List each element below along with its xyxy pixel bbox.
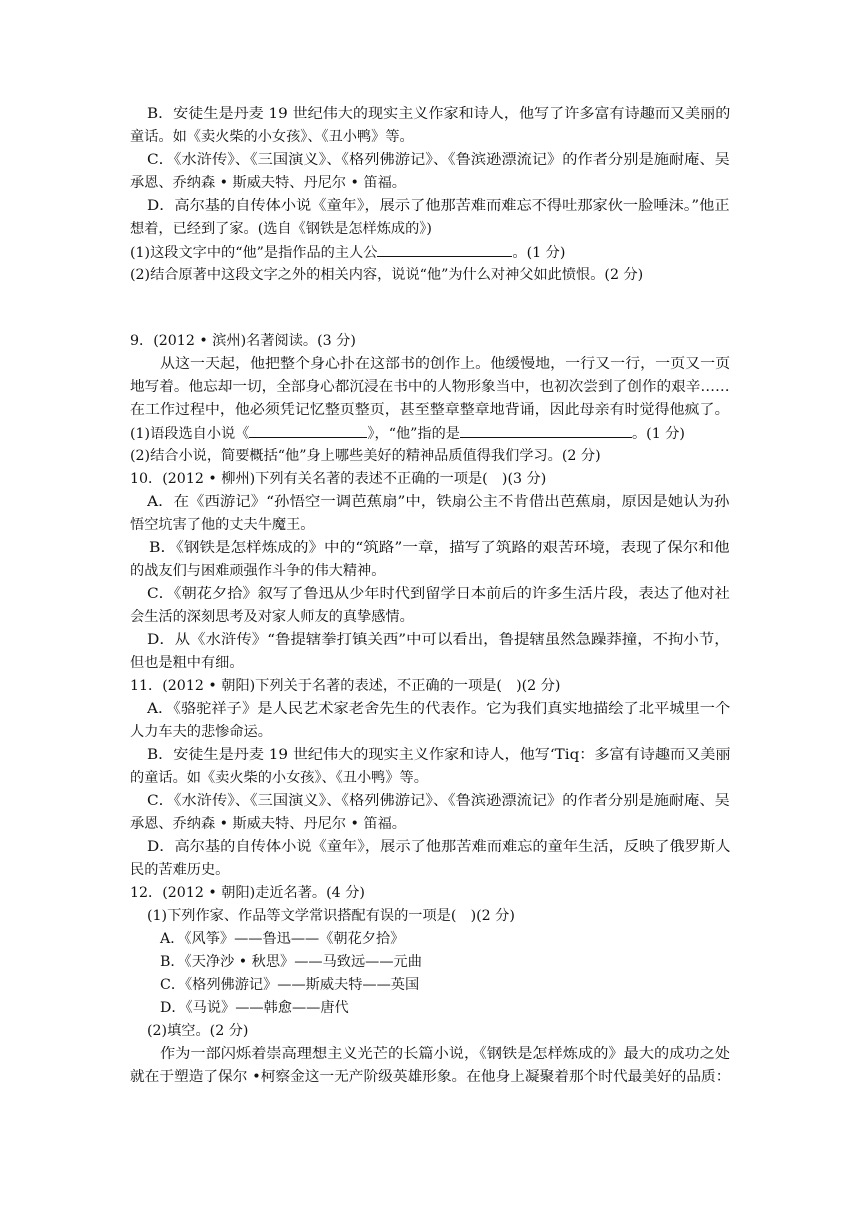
option-line: D．《马说》——韩愈——唐代 bbox=[160, 1000, 349, 1016]
option-line: D．高尔基的自传体小说《童年》，展示了他那苦难而难忘的童年生活，反映了俄罗斯人 bbox=[147, 839, 731, 855]
answer-blank[interactable] bbox=[377, 241, 512, 257]
option-line: B．安徒生是丹麦 19 世纪伟大的现实主义作家和诗人，他写‘Tiq：多富有诗趣而又美丽 bbox=[147, 747, 731, 763]
text-line: D．高尔基的自传体小说《童年》，展示了他那苦难而难忘不得吐那家伙一脸唾沫。”他正 bbox=[147, 198, 730, 214]
option-line: 人力车夫的悲惨命运。 bbox=[130, 724, 272, 740]
answer-blank[interactable] bbox=[249, 422, 367, 438]
option-line: D．从《水浒传》“鲁提辖拳打镇关西”中可以看出，鲁提辖虽然急躁莽撞，不拘小节， bbox=[147, 632, 730, 648]
question-heading: 11．(2012 • 朝阳)下列关于名著的表述，不正确的一项是( )(2 分) bbox=[130, 678, 561, 694]
option-line: 民的苦难历史。 bbox=[130, 862, 230, 878]
text-line: C．《水浒传》、《三国演义》、《格列佛游记》、《鲁滨逊漂流记》的作者分别是施耐庵、吴 bbox=[147, 152, 730, 168]
option-line: 的战友们与困难顽强作斗争的伟大精神。 bbox=[130, 563, 386, 579]
question-line: (2)结合小说，简要概括“他”身上哪些美好的精神品质值得我们学习。(2 分) bbox=[130, 448, 601, 464]
question-heading: 9．(2012 • 滨州)名著阅读。(3 分) bbox=[130, 333, 356, 349]
option-line: C．《格列佛游记》——斯威夫特——英国 bbox=[160, 977, 420, 993]
text-line: 想着，已经到了家。(选自《钢铁是怎样炼成的》) bbox=[130, 221, 432, 237]
text-line: B．安徒生是丹麦 19 世纪伟大的现实主义作家和诗人，他写了许多富有诗趣而又美丽的 bbox=[147, 106, 731, 122]
question-line: (1)语段选自小说《 》，“他”指的是 。(1 分) bbox=[130, 422, 685, 444]
option-line: A．《骆驼祥子》是人民艺术家老舍先生的代表作。它为我们真实地描绘了北平城里一个 bbox=[147, 701, 731, 717]
option-line: B．《钢铁是怎样炼成的》中的“筑路”一章，描写了筑路的艰苦环境，表现了保尔和他 bbox=[149, 540, 730, 556]
text-line: 从这一天起，他把整个身心扑在这部书的创作上。他缓慢地，一行又一行，一页又一页 bbox=[160, 356, 731, 372]
option-line: 承恩、乔纳森 • 斯威夫特、丹尼尔 • 笛福。 bbox=[130, 816, 406, 832]
answer-blank[interactable] bbox=[460, 422, 632, 438]
question-heading: 10．(2012 • 柳州)下列有关名著的表述不正确的一项是( )(3 分) bbox=[130, 471, 547, 487]
question-line: (2)结合原著中这段文字之外的相关内容，说说“他”为什么对神父如此愤恨。(2 分) bbox=[130, 267, 644, 283]
text-line: 童话。如《卖火柴的小女孩》、《丑小鸭》等。 bbox=[130, 129, 414, 145]
option-line: C．《朝花夕拾》叙写了鲁迅从少年时代到留学日本前后的许多生活片段，表达了他对社 bbox=[147, 586, 730, 602]
question-heading: 12．(2012 • 朝阳)走近名著。(4 分) bbox=[130, 885, 365, 901]
option-line: A．《风筝》——鲁迅——《朝花夕拾》 bbox=[160, 931, 405, 947]
option-line: 悟空坑害了他的丈夫牛魔王。 bbox=[130, 517, 315, 533]
option-line: 的童话。如《卖火柴的小女孩》、《丑小鸭》等。 bbox=[130, 770, 428, 786]
question-line: (2)填空。(2 分) bbox=[147, 1023, 249, 1039]
option-line: B．《天净沙 • 秋思》——马致远——元曲 bbox=[160, 954, 422, 970]
text-line: 承恩、乔纳森 • 斯威夫特、丹尼尔 • 笛福。 bbox=[130, 175, 406, 191]
text-line: 就在于塑造了保尔 •柯察金这一无产阶级英雄形象。在他身上凝聚着那个时代最美好的品质： bbox=[130, 1069, 731, 1085]
text-line: 作为一部闪烁着崇高理想主义光芒的长篇小说，《钢铁是怎样炼成的》最大的成功之处 bbox=[160, 1046, 731, 1062]
option-line: C．《水浒传》、《三国演义》、《格列佛游记》、《鲁滨逊漂流记》的作者分别是施耐庵、吴 bbox=[147, 793, 730, 809]
option-line: A．在《西游记》“孙悟空一调芭蕉扇”中，铁扇公主不肯借出芭蕉扇，原因是她认为孙 bbox=[147, 494, 730, 510]
option-line: 但也是粗中有细。 bbox=[130, 655, 244, 671]
question-line: (1)下列作家、作品等文学常识搭配有误的一项是( )(2 分) bbox=[147, 908, 515, 924]
text-line: 地写着。他忘却一切，全部身心都沉浸在书中的人物形象当中，也初次尝到了创作的艰辛…… bbox=[130, 379, 730, 395]
text-line: 在工作过程中，他必须凭记忆整页整页，甚至整章整章地背诵，因此母亲有时觉得他疯了。 bbox=[130, 402, 730, 418]
option-line: 会生活的深刻思考及对家人师友的真挚感情。 bbox=[130, 609, 414, 625]
question-line: (1)这段文字中的“他”是指作品的主人公 。(1 分) bbox=[130, 241, 565, 263]
